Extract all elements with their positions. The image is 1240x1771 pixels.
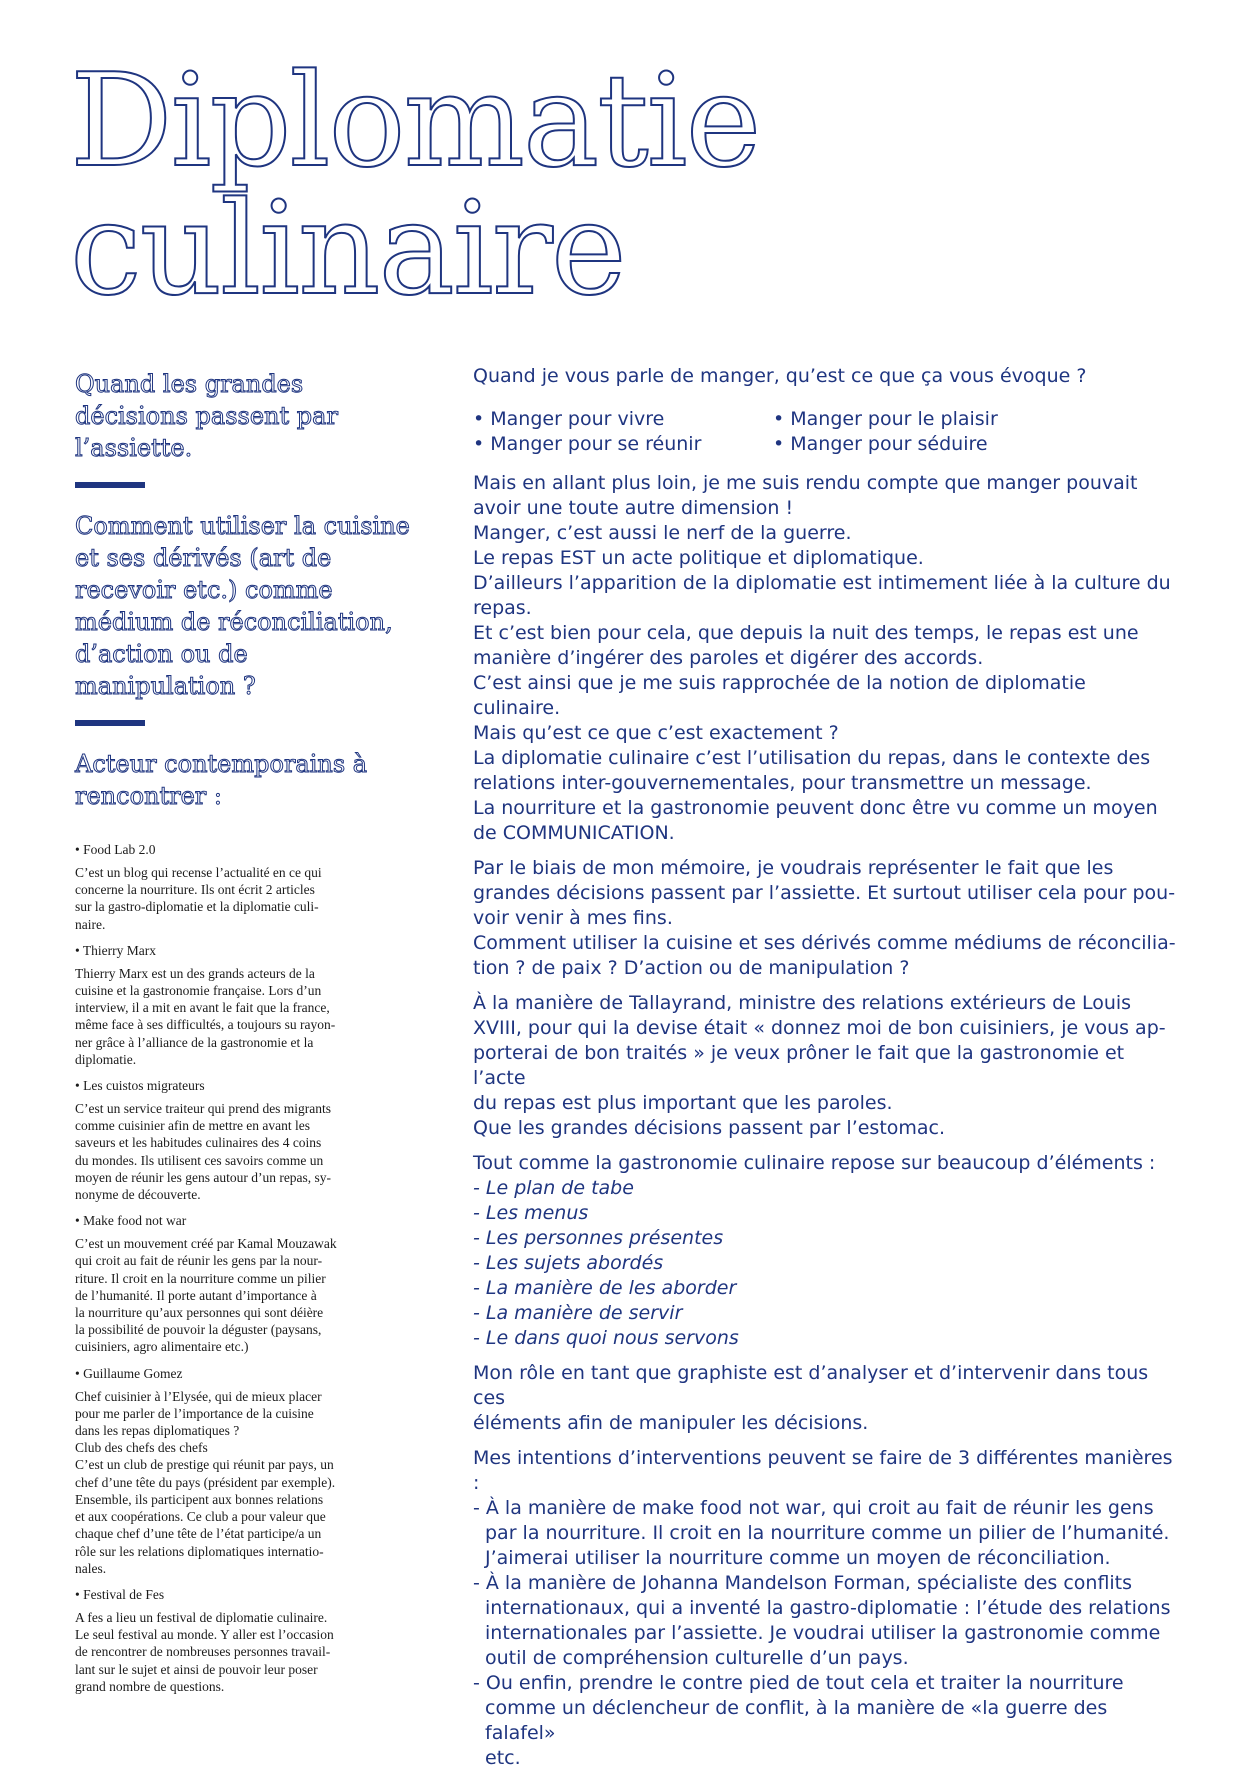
list-item: - La manière de servir bbox=[473, 1302, 683, 1324]
list-item: - La manière de les aborder bbox=[473, 1277, 737, 1299]
page-title bbox=[70, 47, 970, 324]
actor-name: • Guillaume Gomez bbox=[75, 1365, 183, 1381]
list-item: - Les sujets abordés bbox=[473, 1252, 664, 1274]
intentions-list bbox=[473, 1496, 1178, 1771]
title-line-1: Diplomatie bbox=[70, 47, 760, 196]
list-item: - À la manière de Johanna Mandelson Forman, spécialiste des conflits internationaux, qui a inventé la gastro-diplomatie : l’étude des relations internationales par l’assiette. Je voudrai utiliser la gastronomie comme outil de compréhension culturelle d’un pays. bbox=[473, 1572, 1171, 1669]
body-paragraph: Par le biais de mon mémoire, je voudrais représenter le fait que les grandes décisions passent par l’assiette. Et surtout utiliser cela pour pou- voir venir à mes fins. Comment utiliser la cuisine et ses dérivés comme médiums de réconcilia- tion ? de paix ? D’action ou de manipulation ? bbox=[473, 857, 1176, 979]
list-item: - Ou enfin, prendre le contre pied de tout cela et traiter la nourriture comme un déclencheur de conflit, à la manière de «la guerre des falafel» etc. bbox=[473, 1672, 1124, 1769]
subtitle-question: Quand les grandes décisions passent par l’assiette. bbox=[75, 370, 338, 462]
body-paragraph: À la manière de Tallayrand, ministre des relations extérieurs de Louis XVIII, pour qui la devise était « donnez moi de bon cuisiniers, je vous ap- porterai de bon traités » je veux prôner le fait que la gastronomie et l’acte du repas est plus important que les paroles. Que les grandes décisions passent par l’estomac. bbox=[473, 992, 1166, 1139]
list-item: - Le dans quoi nous servons bbox=[473, 1327, 739, 1349]
actor-item bbox=[75, 1213, 415, 1355]
actor-description: C’est un mouvement créé par Kamal Mouzawak qui croit au fait de réunir les gens par la nour- riture. Il croit en la nourriture comme un pilier de l’humanité. Il porte autant d’importance à la nourriture qu’aux personnes qui sont déière la possibilité de pouvoir la déguster (paysans, cuisiniers, agro alimentaire etc.) bbox=[75, 1236, 337, 1355]
actor-name: • Thierry Marx bbox=[75, 942, 156, 958]
title-line-2: culinaire bbox=[70, 175, 625, 324]
divider-1 bbox=[75, 482, 145, 488]
list-item: • Manger pour vivre bbox=[473, 408, 665, 430]
body-paragraph: Mes intentions d’interventions peuvent se faire de 3 différentes manières : bbox=[473, 1447, 1173, 1494]
left-column bbox=[75, 368, 415, 1705]
actor-description: A fes a lieu un festival de diplomatie culinaire. Le seul festival au monde. Y aller est l’occasion de rencontrer de nombreuses personnes travail- lant sur le sujet et ainsi de pouvoir leur poser grand nombre de questions. bbox=[75, 1609, 334, 1694]
actor-description: Chef cuisinier à l’Elysée, qui de mieux placer pour me parler de l’importance de la cuisine dans les repas diplomatiques ? Club des chefs des chefs C’est un club de prestige qui réunit par pays, un chef d’une tête du pays (président par exemple). Ensemble, ils participent aux bonnes relations et aux coopérations. Ce club a pour valeur que chaque chef d’une tête de l’état participe/a un rôle sur les relations diplomatiques internatio- nales. bbox=[75, 1388, 336, 1576]
actor-item bbox=[75, 1078, 415, 1203]
body-paragraph: Tout comme la gastronomie culinaire repose sur beaucoup d’éléments : bbox=[473, 1152, 1156, 1174]
actor-name: • Les cuistos migrateurs bbox=[75, 1078, 205, 1094]
body-paragraph: Mais en allant plus loin, je me suis rendu compte que manger pouvait avoir une toute autre dimension ! Manger, c’est aussi le nerf de la guerre. Le repas EST un acte politique et diplomatique. D’ailleurs l’apparition de la diplomatie est intimement liée à la culture du repas. Et c’est bien pour cela, que depuis la nuit des temps, le repas est une manière d’ingérer des paroles et digérer des accords. C’est ainsi que je me suis rapprochée de la notion de diplomatie culinaire. Mais qu’est ce que c’est exactement ? La diplomatie culinaire c’est l’utilisation du repas, dans le contexte des relations inter-gouvernementales, pour transmettre un message. La nourriture et la gastronomie peuvent donc être vu comme un moyen de COMMUNICATION. bbox=[473, 472, 1171, 844]
intro-question: Quand je vous parle de manger, qu’est ce que ça vous évoque ? bbox=[473, 365, 1087, 387]
actor-name: • Festival de Fes bbox=[75, 1586, 165, 1602]
elements-list bbox=[473, 1176, 1178, 1351]
list-item: • Manger pour le plaisir bbox=[773, 408, 998, 430]
problem-statement: Comment utiliser la cuisine et ses dérivés (art de recevoir etc.) comme médium de réconciliation, d’action ou de manipulation ? bbox=[75, 512, 410, 700]
actor-item bbox=[75, 1366, 415, 1577]
actor-item bbox=[75, 1587, 415, 1695]
eating-reasons-list bbox=[473, 407, 1178, 457]
list-item: - Les personnes présentes bbox=[473, 1227, 724, 1249]
list-item: • Manger pour séduire bbox=[773, 433, 988, 455]
actor-name: • Food Lab 2.0 bbox=[75, 842, 156, 857]
list-item: - Les menus bbox=[473, 1202, 589, 1224]
actor-item bbox=[75, 943, 415, 1068]
body-paragraph: Mon rôle en tant que graphiste est d’analyser et d’intervenir dans tous ces éléments afin de manipuler les décisions. bbox=[473, 1362, 1149, 1434]
right-column bbox=[473, 364, 1178, 1771]
actor-item bbox=[75, 842, 415, 933]
list-item: - À la manière de make food not war, qui croit au fait de réunir les gens par la nourriture. Il croit en la nourriture comme un pilier de l’humanité. J’aimerai utiliser la nourriture comme un moyen de réconciliation. bbox=[473, 1497, 1170, 1569]
actor-description: C’est un service traiteur qui prend des migrants comme cuisinier afin de mettre en avant les saveurs et les habitudes culinaires des 4 coins du mondes. Ils utilisent ces savoirs comme un moyen de réunir les gens autour d’un repas, sy- nonyme de découverte. bbox=[75, 1101, 332, 1203]
list-item: • Manger pour se réunir bbox=[473, 433, 702, 455]
actor-description: C’est un blog qui recense l’actualité en ce qui concerne la nourriture. Ils ont écrit 2 articles sur la gastro-diplomatie et la diplomatie culi- naire. bbox=[75, 865, 322, 932]
actor-name: • Make food not war bbox=[75, 1213, 187, 1229]
actor-description: Thierry Marx est un des grands acteurs de la cuisine et la gastronomie française. Lors d’un interview, il a mit en avant le fait que la france, même face à ses difficultés, a toujours su rayon- ner grâce à l’alliance de la gastronomie et la diplomatie. bbox=[75, 965, 336, 1067]
divider-2 bbox=[75, 720, 145, 726]
list-item: - Le plan de tabe bbox=[473, 1177, 634, 1199]
actors-heading: Acteur contemporains à rencontrer : bbox=[75, 750, 368, 810]
